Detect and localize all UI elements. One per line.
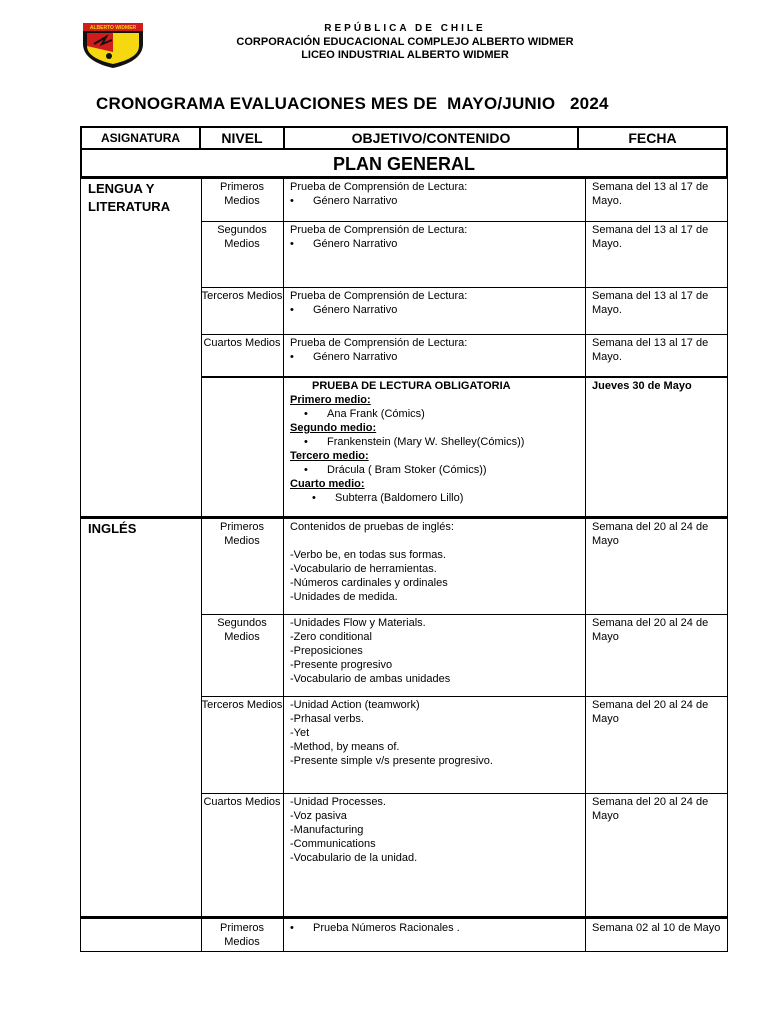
bullet-icon: •	[290, 351, 294, 363]
fecha-cell: Jueves 30 de Mayo	[592, 380, 692, 392]
col-asignatura: ASIGNATURA	[100, 131, 181, 145]
list-item-text: Género Narrativo	[313, 195, 398, 207]
section-divider	[80, 916, 728, 919]
bullet-icon: •	[312, 492, 316, 504]
list-item	[290, 350, 580, 364]
content-line: -Presente simple v/s presente progresivo.	[290, 755, 493, 767]
content-intro: Prueba de Comprensión de Lectura:	[290, 181, 468, 193]
bullet-icon: •	[290, 304, 294, 316]
content-cell	[290, 289, 580, 317]
fecha-cell: Semana del 13 al 17 de Mayo.	[592, 337, 709, 363]
bullet-icon: •	[290, 238, 294, 250]
list-item	[290, 303, 580, 317]
content-cell	[290, 520, 580, 604]
section-divider	[80, 516, 728, 519]
content-line: -Unidades de medida.	[290, 591, 398, 603]
row-divider	[201, 334, 728, 335]
fecha-cell: Semana del 13 al 17 de Mayo.	[592, 290, 709, 316]
content-line: -Presente progresivo	[290, 659, 393, 671]
list-item	[290, 435, 580, 449]
content-line: -Preposiciones	[290, 645, 363, 657]
content-line: -Verbo be, en todas sus formas.	[290, 549, 446, 561]
content-line: -Manufacturing	[290, 824, 364, 836]
header-school: LICEO INDUSTRIAL ALBERTO WIDMER	[301, 49, 509, 61]
col-fecha: FECHA	[628, 130, 677, 146]
list-item	[290, 463, 580, 477]
list-item-text: Drácula ( Bram Stoker (Cómics))	[327, 464, 487, 476]
nivel-cell: Primeros Medios	[219, 922, 264, 948]
list-item-text: Género Narrativo	[313, 238, 398, 250]
bullet-icon: •	[304, 408, 308, 420]
content-intro: Prueba de Comprensión de Lectura:	[290, 290, 468, 302]
lectura-cell	[290, 379, 580, 505]
document-title: CRONOGRAMA EVALUACIONES MES DE MAYO/JUNIO 2024	[96, 94, 609, 113]
row-divider	[201, 696, 728, 697]
content-cell	[290, 795, 580, 865]
nivel-cell: Cuartos Medios	[203, 796, 281, 808]
bullet-icon: •	[290, 195, 294, 207]
subject-ingles: INGLÉS	[88, 521, 137, 536]
bullet-icon: •	[304, 436, 308, 448]
svg-text:ALBERTO WIDMER: ALBERTO WIDMER	[89, 25, 137, 31]
fecha-cell: Semana del 20 al 24 de Mayo	[592, 521, 709, 547]
content-cell	[290, 180, 580, 208]
nivel-cell: Primeros Medios	[219, 181, 264, 207]
content-line: -Vocabulario de ambas unidades	[290, 673, 451, 685]
content-intro: Prueba de Comprensión de Lectura:	[290, 337, 468, 349]
content-line: -Zero conditional	[290, 631, 372, 643]
fecha-cell: Semana del 13 al 17 de Mayo.	[592, 224, 709, 250]
col-objetivo: OBJETIVO/CONTENIDO	[351, 130, 511, 146]
content-line: -Method, by means of.	[290, 741, 400, 753]
header-corporation: CORPORACIÓN EDUCACIONAL COMPLEJO ALBERTO WIDMER	[236, 36, 574, 48]
list-item-text: Subterra (Baldomero Lillo)	[335, 492, 464, 504]
divider	[283, 178, 284, 952]
fecha-cell: Semana 02 al 10 de Mayo	[592, 922, 721, 934]
lectura-title: PRUEBA DE LECTURA OBLIGATORIA	[312, 380, 511, 392]
fecha-cell: Semana del 20 al 24 de Mayo	[592, 617, 709, 643]
header-country: REPÚBLICA DE CHILE	[324, 23, 486, 34]
row-divider	[201, 221, 728, 222]
fecha-cell: Semana del 13 al 17 de Mayo.	[592, 181, 709, 207]
list-item	[290, 237, 580, 251]
list-item-text: Frankenstein (Mary W. Shelley(Cómics))	[327, 436, 525, 448]
school-logo	[82, 22, 144, 68]
subject-lengua: LENGUA Y LITERATURA	[88, 181, 171, 214]
divider	[585, 178, 586, 952]
row-divider	[201, 614, 728, 615]
content-cell	[290, 336, 580, 364]
row-divider	[201, 376, 728, 378]
fecha-cell: Semana del 20 al 24 de Mayo	[592, 699, 709, 725]
list-item	[290, 921, 580, 935]
bullet-icon: •	[290, 922, 294, 934]
content-cell	[290, 698, 580, 768]
row-divider	[201, 287, 728, 288]
lectura-level: Primero medio:	[290, 394, 371, 406]
content-line: -Yet	[290, 727, 310, 739]
list-item-text: Género Narrativo	[313, 304, 398, 316]
content-line: -Voz pasiva	[290, 810, 347, 822]
nivel-cell: Primeros Medios	[219, 521, 264, 547]
nivel-cell: Segundos Medios	[217, 617, 267, 643]
list-item-text: Género Narrativo	[313, 351, 398, 363]
content-line: -Vocabulario de herramientas.	[290, 563, 437, 575]
lectura-level: Tercero medio:	[290, 450, 369, 462]
list-item	[290, 491, 580, 505]
plan-general-label: PLAN GENERAL	[332, 154, 475, 174]
content-line: -Unidades Flow y Materials.	[290, 617, 426, 629]
content-line: -Vocabulario de la unidad.	[290, 852, 418, 864]
list-item-text: Prueba Números Racionales .	[313, 922, 460, 934]
bullet-icon: •	[304, 464, 308, 476]
lectura-level: Cuarto medio:	[290, 478, 365, 490]
content-intro: Prueba de Comprensión de Lectura:	[290, 224, 468, 236]
content-line: Contenidos de pruebas de inglés:	[290, 521, 454, 533]
col-nivel: NIVEL	[221, 130, 263, 146]
nivel-cell: Segundos Medios	[217, 224, 267, 250]
content-line	[290, 534, 580, 548]
list-item	[290, 407, 580, 421]
nivel-cell: Cuartos Medios	[203, 337, 281, 349]
lectura-level: Segundo medio:	[290, 422, 377, 434]
list-item-text: Ana Frank (Cómics)	[327, 408, 425, 420]
content-cell	[290, 921, 580, 935]
row-divider	[201, 793, 728, 794]
nivel-cell: Terceros Medios	[201, 290, 283, 302]
content-line: -Prhasal verbs.	[290, 713, 364, 725]
fecha-cell: Semana del 20 al 24 de Mayo	[592, 796, 709, 822]
content-cell	[290, 223, 580, 251]
content-line: -Communications	[290, 838, 376, 850]
content-cell	[290, 616, 580, 686]
content-line: -Números cardinales y ordinales	[290, 577, 448, 589]
content-line: -Unidad Processes.	[290, 796, 386, 808]
list-item	[290, 194, 580, 208]
content-line: -Unidad Action (teamwork)	[290, 699, 420, 711]
nivel-cell: Terceros Medios	[201, 699, 283, 711]
